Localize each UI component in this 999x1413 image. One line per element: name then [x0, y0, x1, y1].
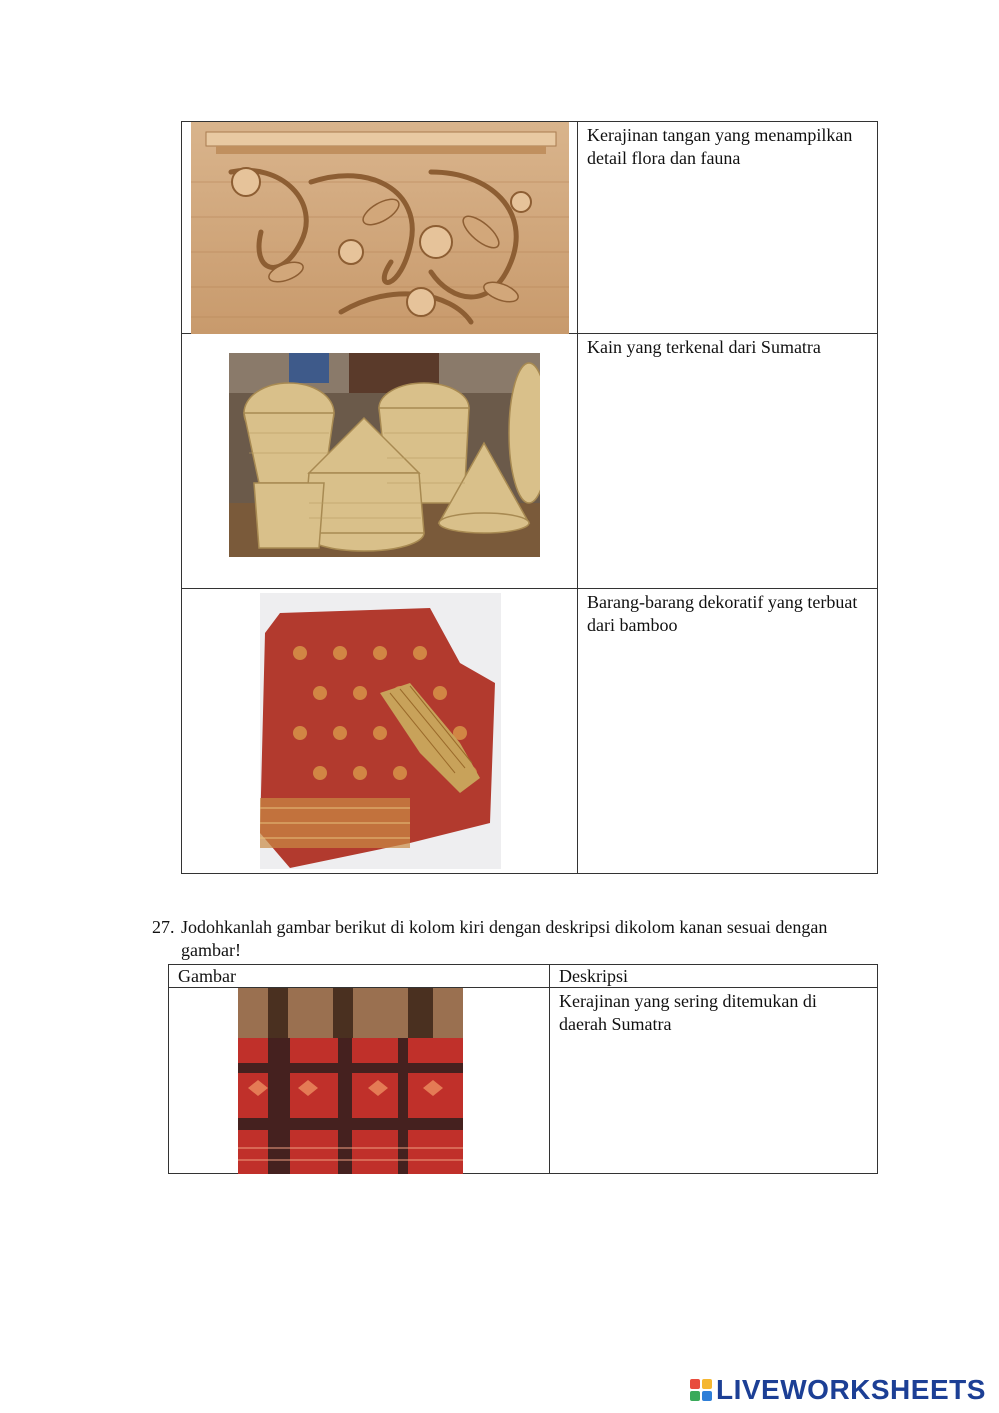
question-number: 27. [152, 917, 175, 937]
question-27 [152, 916, 872, 962]
description-cell [578, 122, 878, 334]
table-row [182, 122, 878, 334]
description-text: Kain yang terkenal dari Sumatra [587, 337, 821, 357]
matching-table-2 [168, 964, 878, 1174]
description-cell [578, 334, 878, 589]
table-row [169, 988, 878, 1174]
bamboo-baskets-photo [229, 353, 540, 557]
logo-text: LIVEWORKSHEETS [716, 1374, 986, 1405]
table-row [182, 589, 878, 874]
image-cell [182, 589, 578, 874]
description-cell [550, 988, 878, 1174]
table-row [182, 334, 878, 589]
column-header-gambar: Gambar [169, 965, 550, 988]
description-cell [578, 589, 878, 874]
header-row [169, 965, 878, 988]
songket-fabric-photo [260, 593, 501, 869]
question-text: Jodohkanlah gambar berikut di kolom kiri dengan deskripsi dikolom kanan sesuai dengan gambar! [181, 917, 828, 960]
logo-blocks-icon [690, 1379, 712, 1401]
liveworksheets-logo [690, 1374, 986, 1406]
image-cell [182, 334, 578, 589]
matching-table-1 [181, 121, 878, 874]
description-text: Barang-barang dekoratif yang terbuat dari bamboo [587, 592, 858, 635]
description-text: Kerajinan tangan yang menampilkan detail flora dan fauna [587, 125, 853, 168]
description-text: Kerajinan yang sering ditemukan di daerah Sumatra [559, 991, 817, 1034]
column-header-deskripsi: Deskripsi [550, 965, 878, 988]
wood-carving-photo [191, 122, 569, 334]
image-cell [169, 988, 550, 1174]
ulos-fabric-photo [238, 988, 463, 1174]
image-cell [182, 122, 578, 334]
